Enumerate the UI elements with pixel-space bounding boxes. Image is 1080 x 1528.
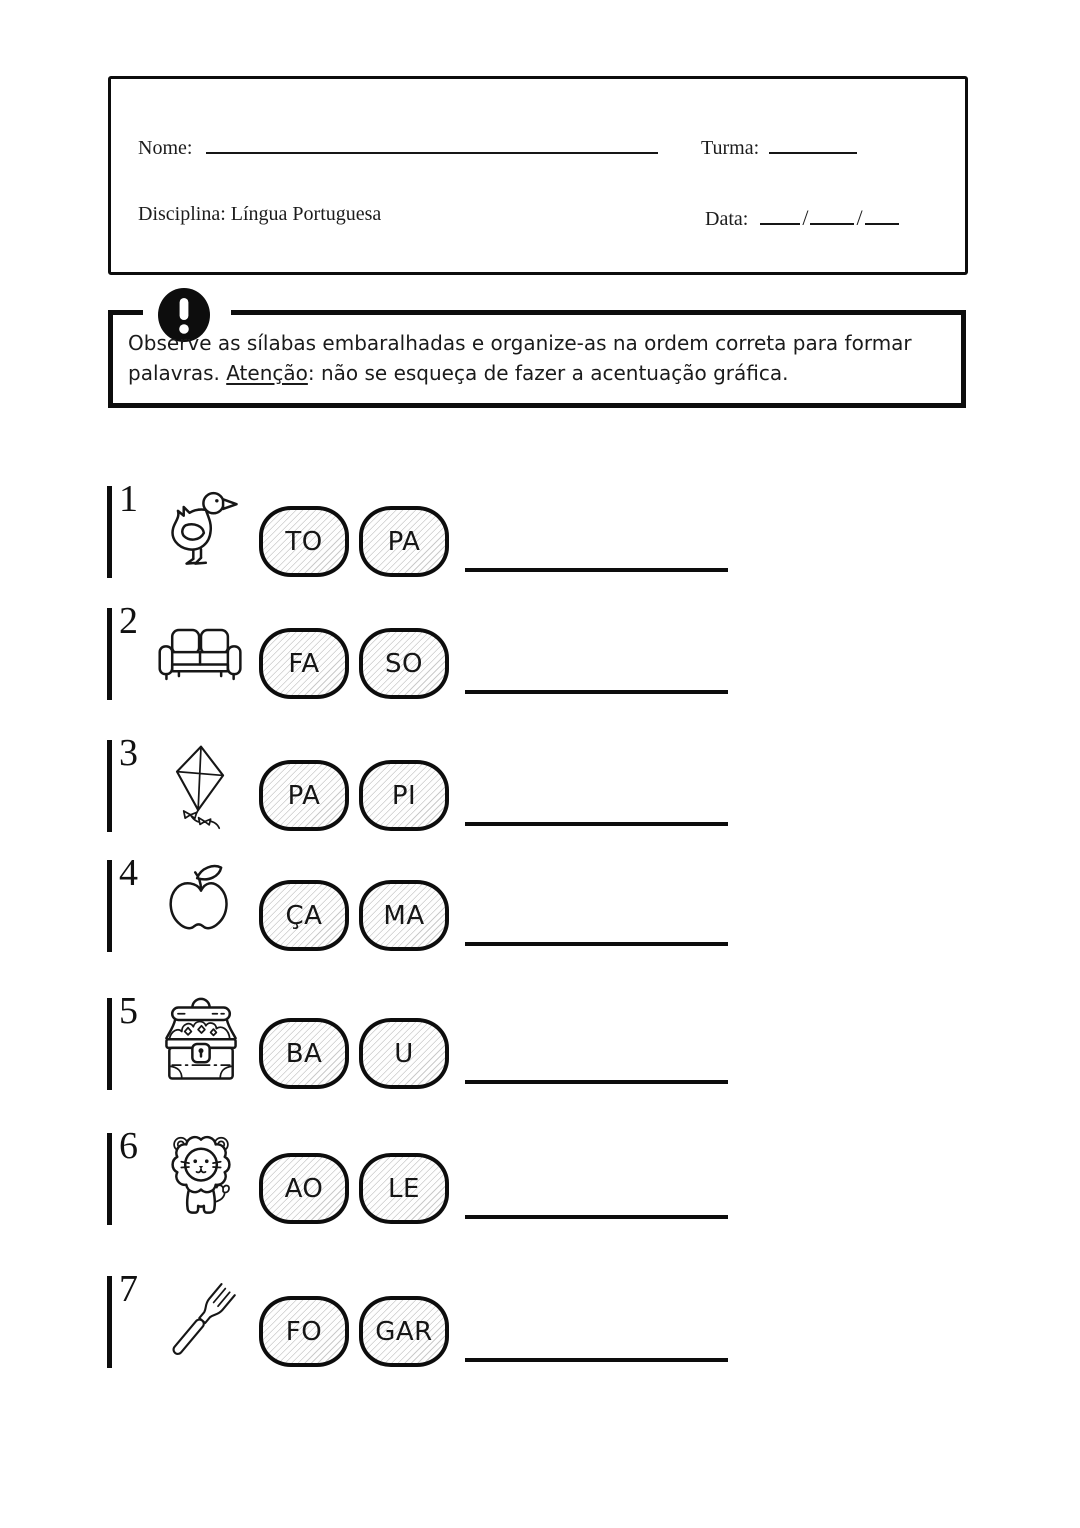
lion-image <box>146 1131 256 1227</box>
class-blank-line <box>769 132 857 154</box>
exercise-number: 4 <box>119 852 138 894</box>
fork-image <box>146 1274 256 1370</box>
name-label: Nome: <box>138 137 193 159</box>
kite-image <box>146 738 256 834</box>
date-label: Data: <box>705 208 749 230</box>
answer-line <box>465 1358 728 1362</box>
syllable-bubble <box>259 1018 349 1089</box>
answer-line <box>465 822 728 826</box>
syllable-label: PA <box>387 526 421 557</box>
syllable-bubble <box>359 1153 449 1224</box>
subject-field-group <box>138 203 381 226</box>
exercise-number: 2 <box>119 600 138 642</box>
row-marker <box>107 740 112 832</box>
syllable-bubble <box>359 760 449 831</box>
class-label: Turma: <box>701 137 760 159</box>
exercise-number: 7 <box>119 1268 138 1310</box>
exercise-row <box>0 990 1080 1090</box>
syllable-label: ÇA <box>285 900 323 931</box>
syllable-label: FA <box>288 648 320 679</box>
syllable-bubble <box>259 506 349 577</box>
syllable-label: TO <box>285 526 323 557</box>
class-field-group <box>701 132 857 160</box>
date-slash: / <box>856 205 863 230</box>
syllable-bubble <box>359 880 449 951</box>
answer-line <box>465 942 728 946</box>
date-blank-year <box>865 203 899 225</box>
date-slash: / <box>802 205 809 230</box>
treasure-chest-image <box>146 996 256 1092</box>
syllable-label: PA <box>287 780 321 811</box>
syllable-label: MA <box>383 900 425 931</box>
instruction-box <box>108 310 966 408</box>
syllable-bubble <box>359 1296 449 1367</box>
name-blank-line <box>206 132 658 154</box>
answer-line <box>465 568 728 572</box>
date-blank-month <box>810 203 854 225</box>
syllable-label: U <box>394 1038 414 1069</box>
answer-line <box>465 1080 728 1084</box>
row-marker <box>107 998 112 1090</box>
syllable-bubble <box>259 628 349 699</box>
exercise-row <box>0 852 1080 952</box>
name-field-group <box>138 132 658 160</box>
apple-image <box>146 858 256 954</box>
syllable-label: FO <box>285 1316 323 1347</box>
syllable-bubble <box>259 1153 349 1224</box>
syllable-label: GAR <box>375 1316 433 1347</box>
exercise-number: 1 <box>119 478 138 520</box>
syllable-bubble <box>359 628 449 699</box>
answer-line <box>465 1215 728 1219</box>
syllable-label: LE <box>388 1173 420 1204</box>
attention-emphasis: Atenção <box>226 361 308 385</box>
exercise-row <box>0 600 1080 700</box>
instruction-line-1: Observe as sílabas embaralhadas e organize-as na ordem correta para formar <box>128 331 912 355</box>
subject-label: Disciplina: Língua Portuguesa <box>138 203 382 225</box>
exercise-row <box>0 1125 1080 1225</box>
exercise-row <box>0 732 1080 832</box>
instruction-text <box>128 328 951 388</box>
syllable-bubble <box>259 880 349 951</box>
row-marker <box>107 1133 112 1225</box>
syllable-bubble <box>259 760 349 831</box>
exercise-row <box>0 478 1080 578</box>
row-marker <box>107 860 112 952</box>
syllable-label: AO <box>284 1173 324 1204</box>
syllable-label: BA <box>285 1038 323 1069</box>
instruction-line-2: palavras. Atenção: não se esqueça de fazer a acentuação gráfica. <box>128 361 789 385</box>
syllable-bubble <box>259 1296 349 1367</box>
answer-line <box>465 690 728 694</box>
syllable-label: PI <box>391 780 417 811</box>
exercise-number: 3 <box>119 732 138 774</box>
syllable-bubble <box>359 1018 449 1089</box>
duck-image <box>146 484 256 580</box>
row-marker <box>107 1276 112 1368</box>
exercise-number: 6 <box>119 1125 138 1167</box>
sofa-image <box>146 606 256 702</box>
row-marker <box>107 486 112 578</box>
exercise-number: 5 <box>119 990 138 1032</box>
date-field-group <box>705 203 899 231</box>
exercise-row <box>0 1268 1080 1368</box>
header-box <box>108 76 968 275</box>
row-marker <box>107 608 112 700</box>
syllable-label: SO <box>385 648 423 679</box>
date-blank-day <box>760 203 800 225</box>
syllable-bubble <box>359 506 449 577</box>
